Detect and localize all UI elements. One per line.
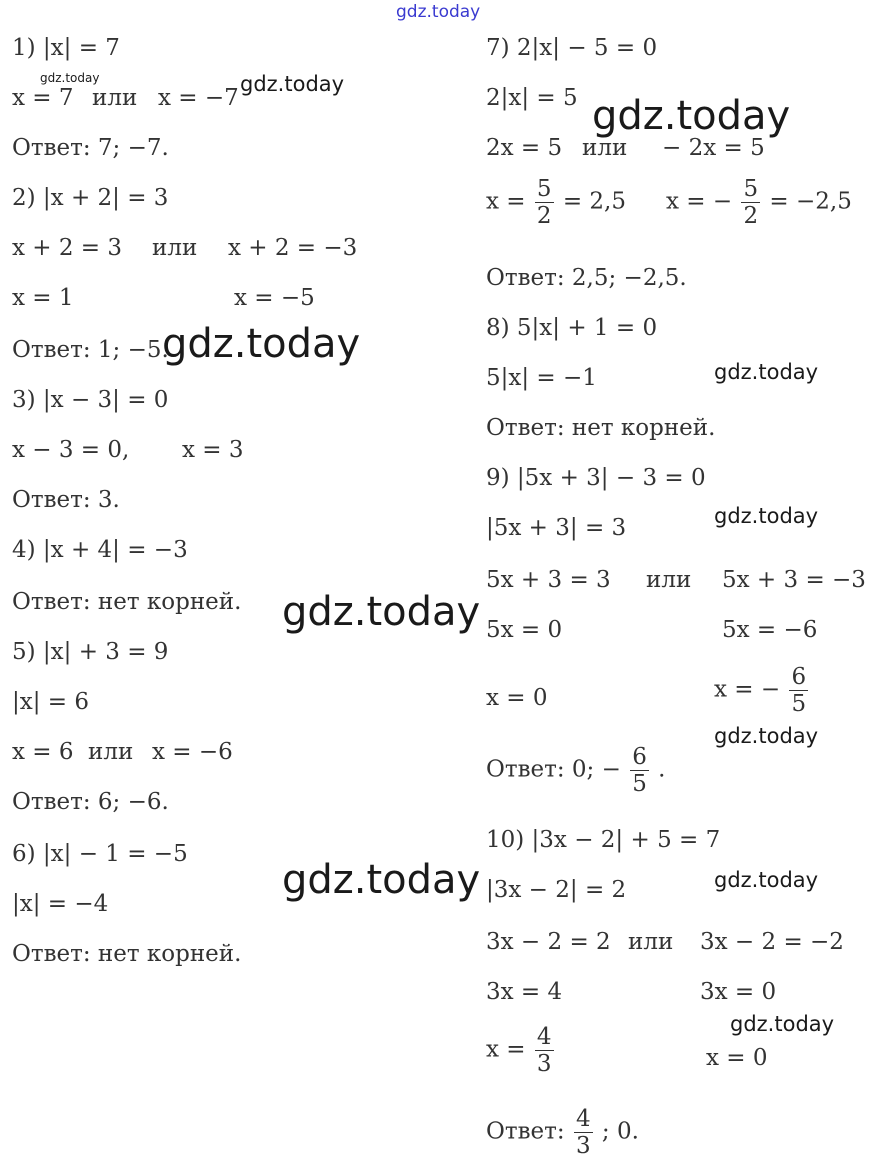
watermark: gdz.today bbox=[240, 72, 345, 96]
problem-5: 5) |x| + 3 = 9 bbox=[12, 639, 169, 665]
answer-8: Ответ: нет корней. bbox=[486, 415, 716, 441]
or-word: или bbox=[92, 85, 138, 111]
denominator: 3 bbox=[575, 1133, 591, 1159]
p7-case-b: − 2x = 5 bbox=[662, 135, 765, 161]
watermark-large: gdz.today bbox=[162, 321, 361, 367]
p1-case-b: x = −7 bbox=[158, 85, 239, 111]
answer-10-suffix: ; 0. bbox=[601, 1118, 639, 1145]
answer-4: Ответ: нет корней. bbox=[12, 589, 242, 615]
p1-case-a: x = 7 bbox=[12, 85, 74, 111]
p7-step: 2|x| = 5 bbox=[486, 85, 578, 111]
p10-root-b: x = 0 bbox=[706, 1045, 768, 1071]
or-word: или bbox=[582, 135, 628, 161]
watermark-large: gdz.today bbox=[592, 93, 791, 139]
denominator: 5 bbox=[632, 771, 647, 797]
denominator: 2 bbox=[536, 203, 552, 229]
p7-root-b-lhs: x = − bbox=[666, 188, 733, 215]
p10-step: |3x − 2| = 2 bbox=[486, 877, 627, 903]
answer-9-suffix: . bbox=[658, 756, 666, 783]
p7-root-b-rhs: = −2,5 bbox=[769, 188, 852, 215]
problem-3: 3) |x − 3| = 0 bbox=[12, 387, 169, 413]
numerator: 4 bbox=[536, 1024, 552, 1050]
p9-step-a: 5x = 0 bbox=[486, 617, 563, 643]
p8-step: 5|x| = −1 bbox=[486, 365, 597, 391]
p10-case-b: 3x − 2 = −2 bbox=[700, 929, 844, 955]
p3-root: x = 3 bbox=[182, 437, 244, 463]
answer-5: Ответ: 6; −6. bbox=[12, 789, 169, 815]
p10-root-a-lhs: x = bbox=[486, 1036, 526, 1063]
answer-9-prefix: Ответ: 0; − bbox=[486, 756, 621, 783]
watermark-top: gdz.today bbox=[396, 2, 481, 22]
problem-6: 6) |x| − 1 = −5 bbox=[12, 841, 188, 867]
p7-root-a-lhs: x = bbox=[486, 188, 526, 215]
p5-step: |x| = 6 bbox=[12, 689, 89, 715]
answer-10 bbox=[486, 1106, 639, 1159]
numerator: 5 bbox=[743, 176, 759, 202]
problem-2: 2) |x + 2| = 3 bbox=[12, 185, 169, 211]
problem-9: 9) |5x + 3| − 3 = 0 bbox=[486, 465, 706, 491]
watermark: gdz.today bbox=[714, 504, 819, 528]
p2-case-a: x + 2 = 3 bbox=[12, 235, 123, 261]
fraction bbox=[535, 176, 554, 229]
p10-step-b: 3x = 0 bbox=[700, 979, 777, 1005]
fraction bbox=[630, 744, 649, 797]
p7-root-a-rhs: = 2,5 bbox=[562, 188, 626, 215]
denominator: 3 bbox=[536, 1051, 552, 1077]
p9-step: |5x + 3| = 3 bbox=[486, 515, 627, 541]
p2-root-a: x = 1 bbox=[12, 285, 74, 311]
numerator: 6 bbox=[632, 744, 647, 770]
or-word: или bbox=[646, 567, 692, 593]
p9-step-b: 5x = −6 bbox=[722, 617, 818, 643]
answer-7: Ответ: 2,5; −2,5. bbox=[486, 265, 687, 291]
p10-step-a: 3x = 4 bbox=[486, 979, 563, 1005]
numerator: 4 bbox=[575, 1106, 591, 1132]
watermark: gdz.today bbox=[714, 360, 819, 384]
problem-1: 1) |x| = 7 bbox=[12, 35, 120, 61]
answer-1: Ответ: 7; −7. bbox=[12, 135, 169, 161]
p3-step: x − 3 = 0, bbox=[12, 437, 130, 463]
fraction bbox=[741, 176, 760, 229]
problem-8: 8) 5|x| + 1 = 0 bbox=[486, 315, 658, 341]
watermark-large: gdz.today bbox=[282, 857, 481, 903]
fraction bbox=[789, 664, 808, 717]
p2-root-b: x = −5 bbox=[234, 285, 315, 311]
watermark-large: gdz.today bbox=[282, 589, 481, 635]
watermark: gdz.today bbox=[714, 724, 819, 748]
p9-root-a: x = 0 bbox=[486, 685, 548, 711]
numerator: 6 bbox=[791, 664, 807, 690]
numerator: 5 bbox=[536, 176, 552, 202]
p5-case-b: x = −6 bbox=[152, 739, 233, 765]
fraction bbox=[535, 1024, 554, 1077]
p9-case-a: 5x + 3 = 3 bbox=[486, 567, 611, 593]
p10-case-a: 3x − 2 = 2 bbox=[486, 929, 611, 955]
or-word: или bbox=[152, 235, 198, 261]
watermark: gdz.today bbox=[714, 868, 819, 892]
p7-case-a: 2x = 5 bbox=[486, 135, 563, 161]
answer-10-prefix: Ответ: bbox=[486, 1118, 565, 1145]
problem-4: 4) |x + 4| = −3 bbox=[12, 537, 188, 563]
p5-case-a: x = 6 bbox=[12, 739, 74, 765]
or-word: или bbox=[88, 739, 134, 765]
denominator: 5 bbox=[791, 691, 807, 717]
fraction bbox=[574, 1106, 593, 1159]
answer-2: Ответ: 1; −5. bbox=[12, 337, 169, 363]
watermark-small: gdz.today bbox=[40, 71, 100, 85]
p10-root-a bbox=[486, 1024, 556, 1077]
problem-10: 10) |3x − 2| + 5 = 7 bbox=[486, 827, 721, 853]
p9-case-b: 5x + 3 = −3 bbox=[722, 567, 866, 593]
answer-6: Ответ: нет корней. bbox=[12, 941, 242, 967]
problem-7: 7) 2|x| − 5 = 0 bbox=[486, 35, 658, 61]
p2-case-b: x + 2 = −3 bbox=[228, 235, 358, 261]
or-word: или bbox=[628, 929, 674, 955]
p6-step: |x| = −4 bbox=[12, 891, 109, 917]
answer-9 bbox=[486, 744, 665, 797]
p7-root-b bbox=[666, 176, 852, 229]
answer-3: Ответ: 3. bbox=[12, 487, 120, 513]
watermark: gdz.today bbox=[730, 1012, 835, 1036]
p7-root-a bbox=[486, 176, 626, 229]
denominator: 2 bbox=[743, 203, 759, 229]
p9-root-b bbox=[714, 664, 810, 717]
p9-root-b-lhs: x = − bbox=[714, 676, 781, 703]
